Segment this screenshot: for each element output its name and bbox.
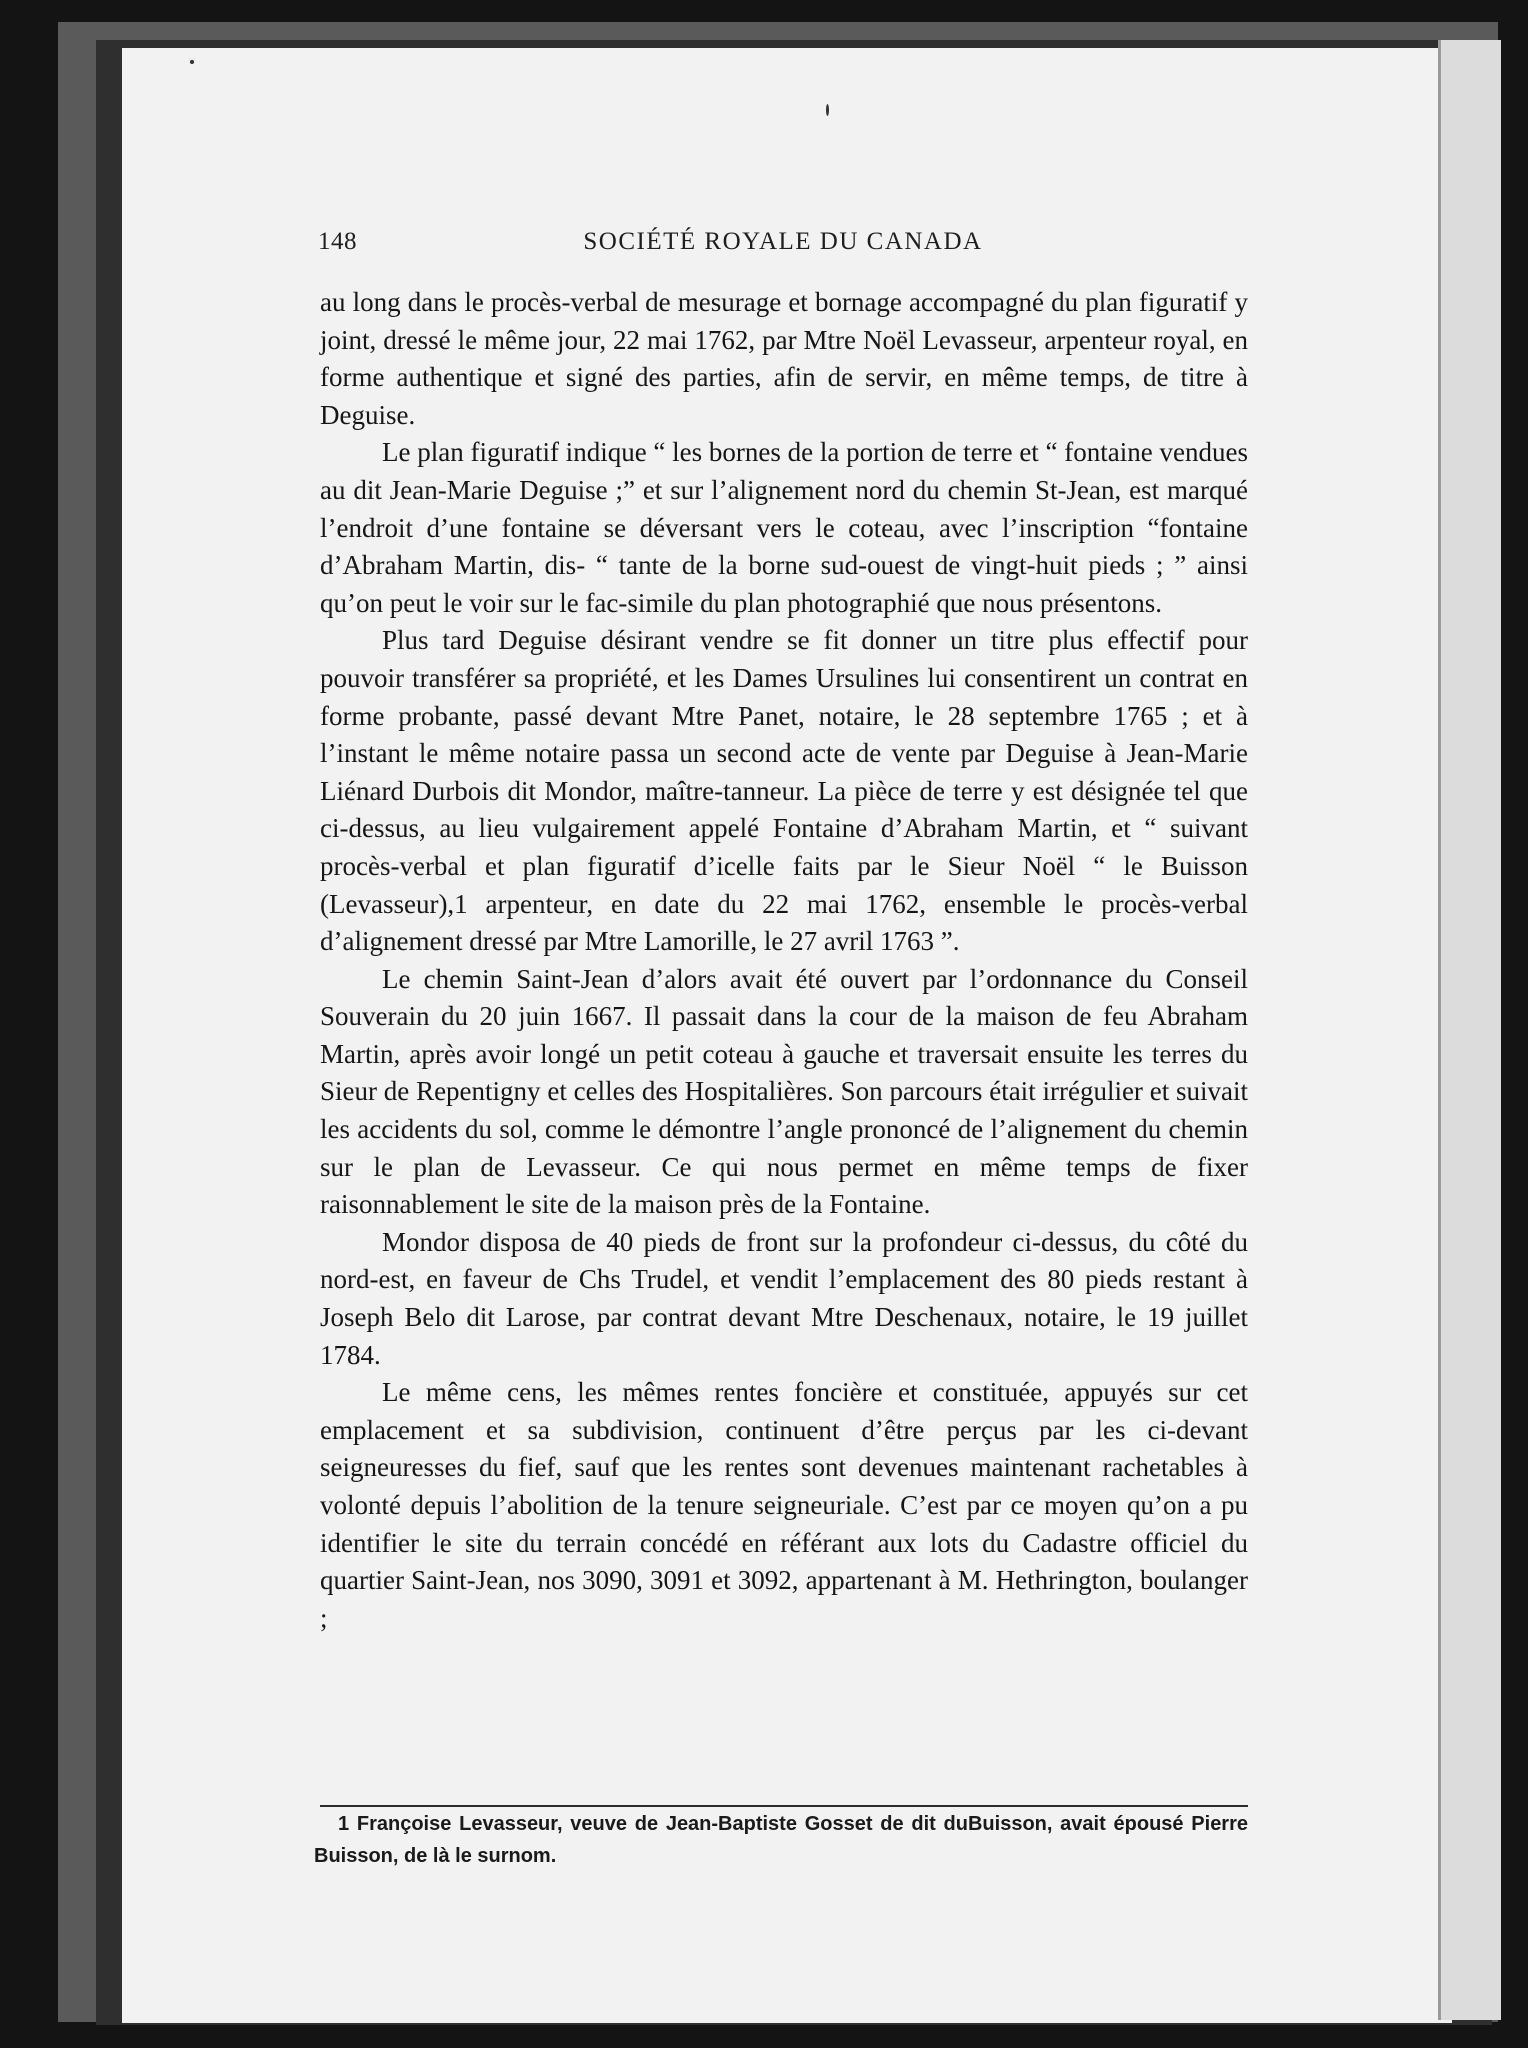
page-number: 148	[318, 228, 357, 255]
scan-speck	[826, 104, 829, 116]
footnote-rule	[320, 1805, 1248, 1807]
scan-speck	[190, 60, 194, 64]
running-head	[318, 228, 1248, 264]
paragraph: Plus tard Deguise désirant vendre se fit donner un titre plus effectif pour pouvoir transférer sa propriété, et les Dames Ursulines lui consentirent un contrat en forme probante, passé devant Mtre Panet, notaire, le 28 septembre 1765 ; et à l’instant le même notaire passa un second acte de vente par Deguise à Jean-Marie Liénard Durbois dit Mondor, maître-tanneur. La pièce de terre y est désignée tel que ci-dessus, au lieu vulgairement appelé Fontaine d’Abraham Martin, et “ suivant procès-verbal et plan figuratif d’icelle faits par le Sieur Noël “ le Buisson (Levasseur),1 arpenteur, en date du 22 mai 1762, ensemble le procès-verbal d’alignement dressé par Mtre Lamorille, le 27 avril 1763 ”.	[320, 625, 1248, 957]
paragraph: au long dans le procès-verbal de mesurage et bornage accompagné du plan figuratif y joint, dressé le même jour, 22 mai 1762, par Mtre Noël Levasseur, arpenteur royal, en forme authentique et signé des parties, afin de servir, en même temps, de titre à Deguise.	[320, 287, 1248, 430]
journal-title: SOCIÉTÉ ROYALE DU CANADA	[583, 228, 983, 255]
paragraph: Le même cens, les mêmes rentes foncière et constituée, appuyés sur cet emplacement et sa subdivision, continuent d’être perçus par les ci-devant seigneuresses du fief, sauf que les rentes sont devenues maintenant rachetables à volonté depuis l’abolition de la tenure seigneuriale. C’est par ce moyen qu’on a pu identifier le site du terrain concédé en référant aux lots du Cadastre officiel du quartier Saint-Jean, nos 3090, 3091 et 3092, appartenant à M. Hethrington, boulanger ;	[320, 1377, 1248, 1633]
paragraph: Mondor disposa de 40 pieds de front sur la profondeur ci-dessus, du côté du nord-est, en faveur de Chs Trudel, et vendit l’emplacement des 80 pieds restant à Joseph Belo dit Larose, par contrat devant Mtre Deschenaux, notaire, le 19 juillet 1784.	[320, 1226, 1248, 1370]
body-text	[320, 284, 1248, 1637]
paragraph: Le plan figuratif indique “ les bornes de la portion de terre et “ fontaine vendues au dit Jean-Marie Deguise ;” et sur l’alignement nord du chemin St-Jean, est marqué l’endroit d’une fontaine se déversant vers le coteau, avec l’inscription “fontaine d’Abraham Martin, dis- “ tante de la borne sud-ouest de vingt-huit pieds ; ” ainsi qu’on peut le voir sur le fac-simile du plan photographié que nous présentons.	[320, 437, 1248, 618]
footnote: 1 Françoise Levasseur, veuve de Jean-Baptiste Gosset de dit duBuisson, avait épousé Pierre Buisson, de là le surnom.	[314, 1813, 1248, 1867]
facing-page-edge	[1438, 40, 1501, 2020]
paragraph: Le chemin Saint-Jean d’alors avait été ouvert par l’ordonnance du Conseil Souverain du 20 juin 1667. Il passait dans la cour de la maison de feu Abraham Martin, après avoir longé un petit coteau à gauche et traversait ensuite les terres du Sieur de Repentigny et celles des Hospitalières. Son parcours était irrégulier et suivait les accidents du sol, comme le démontre l’angle prononcé de l’alignement du chemin sur le plan de Levasseur. Ce qui nous permet en même temps de fixer raisonnablement le site de la maison près de la Fontaine.	[320, 963, 1248, 1220]
